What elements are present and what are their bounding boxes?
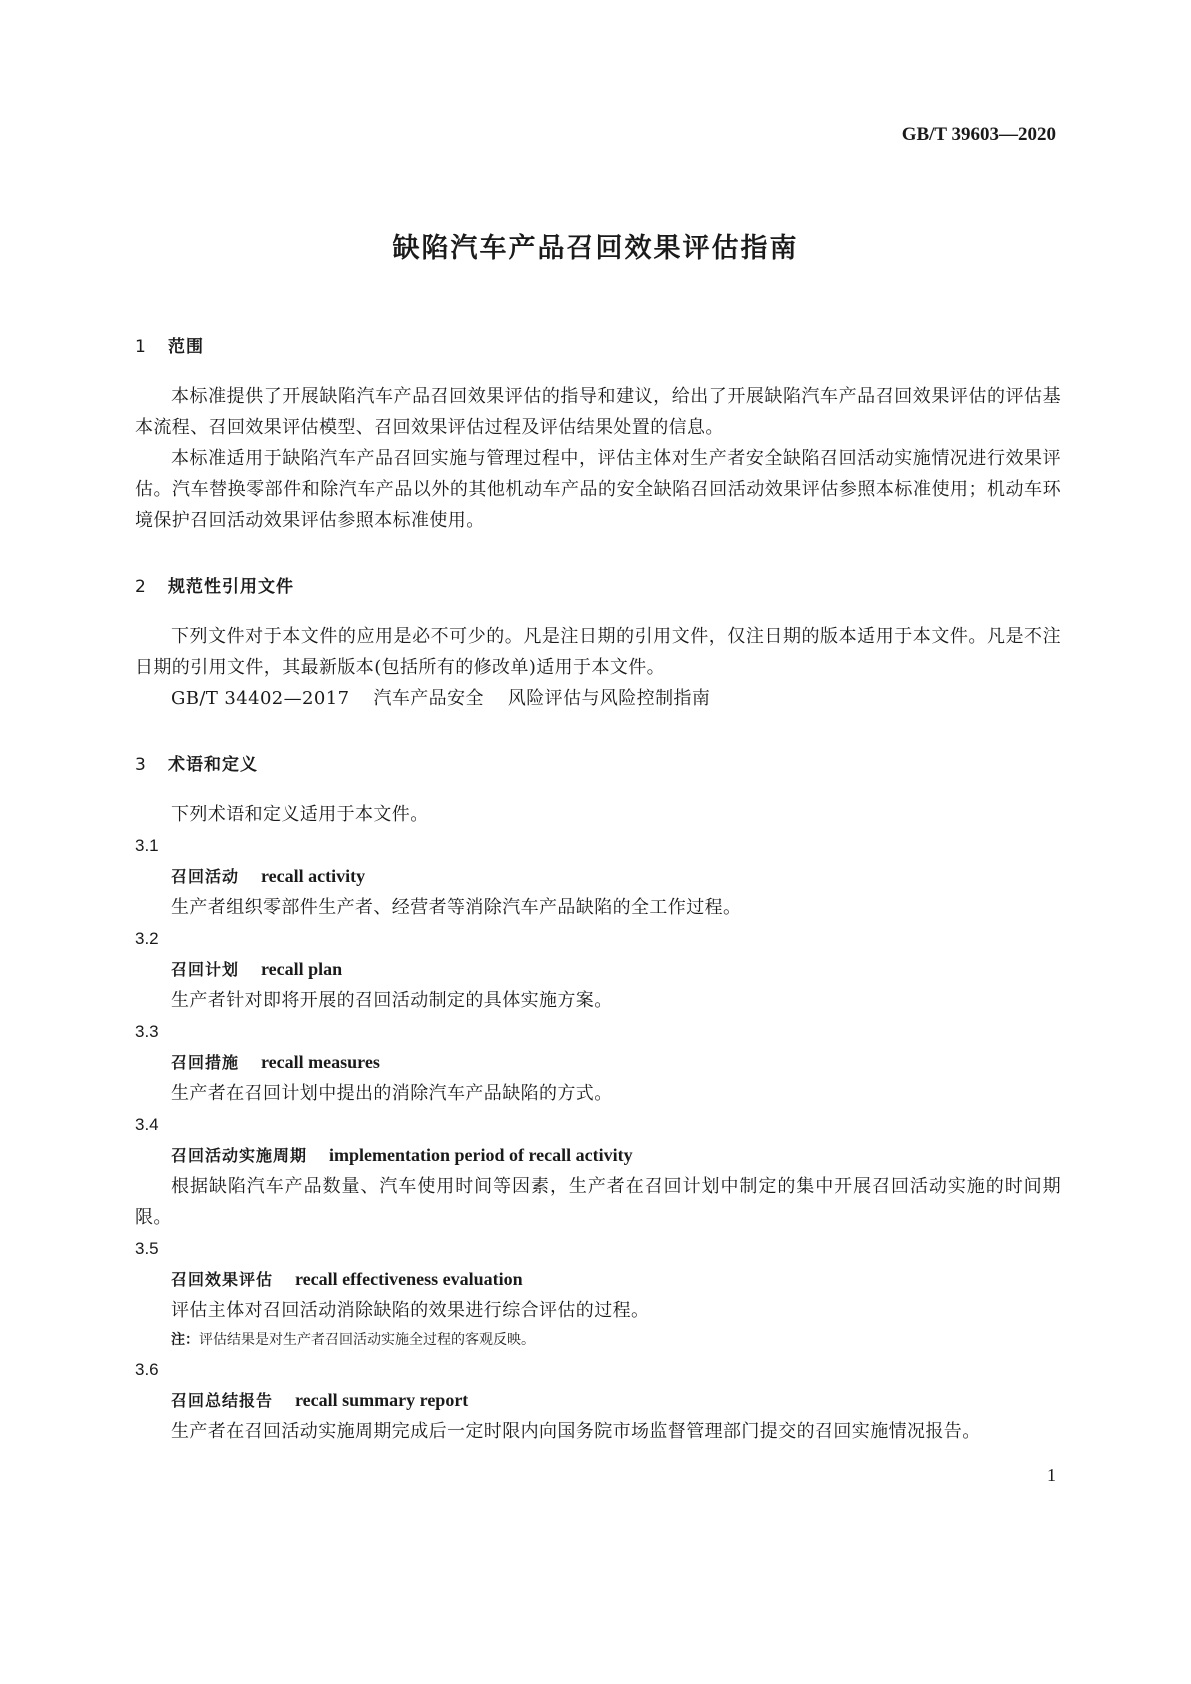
term-zh: 召回总结报告 bbox=[171, 1391, 274, 1410]
term-title bbox=[135, 1140, 1061, 1171]
section-title: 规范性引用文件 bbox=[168, 577, 294, 597]
section-heading-1 bbox=[135, 332, 1061, 357]
term-definition: 评估主体对召回活动消除缺陷的效果进行综合评估的过程。 bbox=[171, 1300, 650, 1321]
section-heading-2 bbox=[135, 572, 1061, 597]
document-title: 缺陷汽车产品召回效果评估指南 bbox=[392, 233, 799, 264]
term-number: 3.6 bbox=[135, 1360, 159, 1379]
section-title: 范围 bbox=[168, 337, 204, 357]
term-zh: 召回活动实施周期 bbox=[171, 1146, 308, 1165]
term-en: recall activity bbox=[261, 866, 366, 886]
term-note bbox=[135, 1326, 1061, 1354]
paragraph: 下列文件对于本文件的应用是必不可少的。凡是注日期的引用文件，仅注日期的版本适用于本文件。凡是不注日期的引用文件，其最新版本(包括所有的修改单)适用于本文件。 bbox=[135, 626, 1061, 678]
term-definition: 根据缺陷汽车产品数量、汽车使用时间等因素，生产者在召回计划中制定的集中开展召回活动实施的时间期限。 bbox=[135, 1176, 1061, 1228]
section-number: 1 bbox=[135, 337, 147, 357]
term-title bbox=[135, 861, 1061, 892]
paragraph: 本标准适用于缺陷汽车产品召回实施与管理过程中，评估主体对生产者安全缺陷召回活动实施情况进行效果评估。汽车替换零部件和除汽车产品以外的其他机动车产品的安全缺陷召回活动效果评估参照本标准使用；机动车环境保护召回活动效果评估参照本标准使用。 bbox=[135, 448, 1061, 531]
reference-title-part2: 风险评估与风险控制指南 bbox=[507, 688, 711, 709]
term-number: 3.5 bbox=[135, 1239, 159, 1258]
term-number: 3.1 bbox=[135, 836, 159, 855]
term-en: recall measures bbox=[261, 1052, 380, 1072]
term-title bbox=[135, 1047, 1061, 1078]
term-en: recall summary report bbox=[295, 1390, 469, 1410]
term-number: 3.2 bbox=[135, 929, 159, 948]
section-number: 2 bbox=[135, 577, 147, 597]
section-title: 术语和定义 bbox=[168, 755, 258, 775]
term-zh: 召回措施 bbox=[171, 1053, 240, 1072]
note-text: 评估结果是对生产者召回活动实施全过程的客观反映。 bbox=[199, 1332, 535, 1348]
reference-code: GB/T 34402—2017 bbox=[171, 688, 350, 709]
term-number: 3.3 bbox=[135, 1022, 159, 1041]
term-en: implementation period of recall activity bbox=[329, 1145, 633, 1165]
term-definition: 生产者在召回计划中提出的消除汽车产品缺陷的方式。 bbox=[171, 1083, 613, 1104]
term-title bbox=[135, 1385, 1061, 1416]
note-label: 注： bbox=[171, 1332, 199, 1348]
term-zh: 召回计划 bbox=[171, 960, 240, 979]
section-heading-3 bbox=[135, 750, 1061, 775]
paragraph: 本标准提供了开展缺陷汽车产品召回效果评估的指导和建议，给出了开展缺陷汽车产品召回效果评估的评估基本流程、召回效果评估模型、召回效果评估过程及评估结果处置的信息。 bbox=[135, 386, 1061, 438]
page-number: 1 bbox=[1047, 1465, 1056, 1485]
term-en: recall effectiveness evaluation bbox=[295, 1269, 523, 1289]
term-zh: 召回效果评估 bbox=[171, 1270, 274, 1289]
term-title bbox=[135, 954, 1061, 985]
term-number: 3.4 bbox=[135, 1115, 159, 1134]
normative-reference bbox=[135, 683, 1061, 714]
term-title bbox=[135, 1264, 1061, 1295]
section-number: 3 bbox=[135, 755, 147, 775]
term-zh: 召回活动 bbox=[171, 867, 240, 886]
term-definition: 生产者组织零部件生产者、经营者等消除汽车产品缺陷的全工作过程。 bbox=[171, 897, 742, 918]
term-en: recall plan bbox=[261, 959, 343, 979]
term-definition: 生产者在召回活动实施周期完成后一定时限内向国务院市场监督管理部门提交的召回实施情况报告。 bbox=[171, 1421, 981, 1442]
reference-title-part1: 汽车产品安全 bbox=[373, 688, 484, 709]
standard-code: GB/T 39603—2020 bbox=[901, 124, 1056, 145]
document-body bbox=[135, 332, 1061, 1447]
paragraph: 下列术语和定义适用于本文件。 bbox=[171, 804, 429, 825]
term-definition: 生产者针对即将开展的召回活动制定的具体实施方案。 bbox=[171, 990, 613, 1011]
